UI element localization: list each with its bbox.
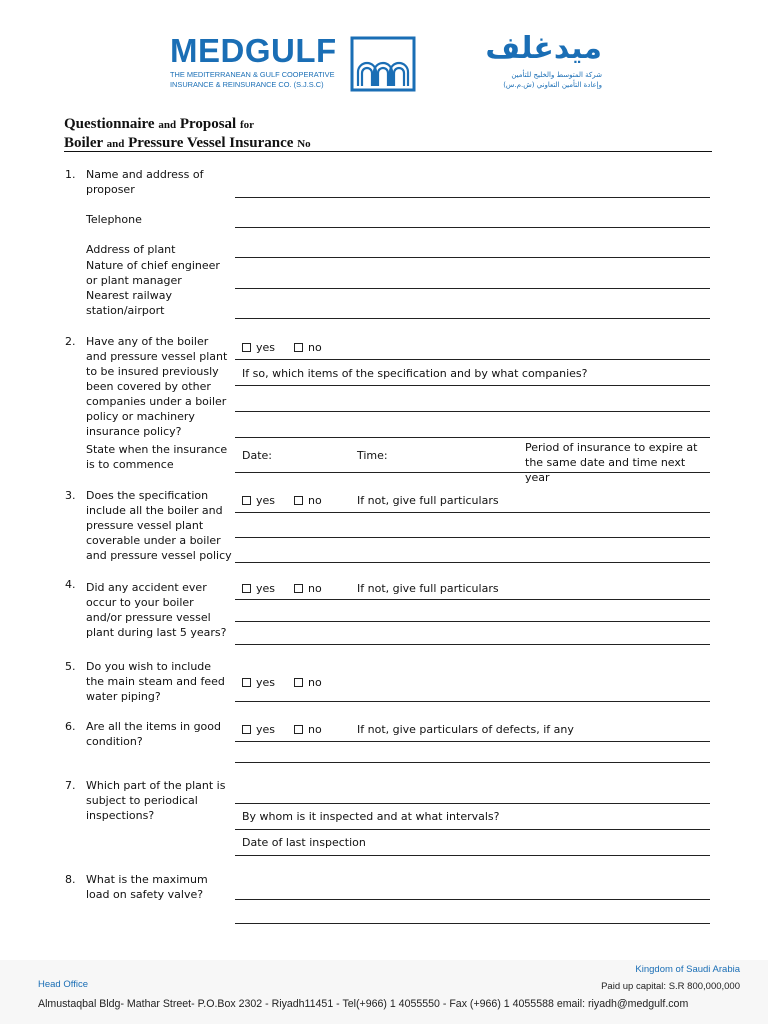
q7-inspected-by-field[interactable]: [235, 829, 710, 830]
q4-no-option[interactable]: [294, 581, 322, 596]
q4-followup-label: If not, give full particulars: [357, 582, 499, 595]
q3-answer-field[interactable]: [235, 512, 710, 513]
q1-telephone-field[interactable]: [235, 227, 710, 228]
q2-state-commence-label: State when the insurance is to commence: [86, 443, 228, 471]
title-word: Pressure Vessel Insurance: [128, 135, 294, 151]
q4-particulars-field[interactable]: [235, 644, 710, 645]
no-label: no: [308, 582, 322, 595]
yes-label: yes: [256, 723, 276, 736]
q2-followup-field[interactable]: [235, 411, 710, 412]
question-number: 7.: [65, 779, 76, 792]
checkbox-icon: [242, 496, 251, 505]
question-number: 8.: [65, 873, 76, 886]
q4-question: Did any accident ever occur to your boiler and/or pressure vessel plant during last 5 years?: [86, 581, 227, 639]
q5-answer-field[interactable]: [235, 701, 710, 702]
logo-subtitle-line-2: INSURANCE & REINSURANCE CO. (S.J.S.C): [170, 80, 324, 89]
q2-question: Have any of the boiler and pressure vessel plant to be insured previously been covered by other companies under a boiler policy or machinery insurance policy?: [86, 335, 228, 438]
q5-question: Do you wish to include the main steam and feed water piping?: [86, 660, 225, 703]
no-label: no: [308, 341, 322, 354]
question-number: 2.: [65, 335, 76, 348]
question-number: 6.: [65, 720, 76, 733]
q4-yes-option[interactable]: [242, 581, 275, 596]
q6-yes-option[interactable]: [242, 722, 275, 737]
q3-yes-option[interactable]: [242, 493, 275, 508]
q2-answer-field[interactable]: [235, 359, 710, 360]
q6-answer-field[interactable]: [235, 741, 710, 742]
title-word: and: [106, 138, 125, 150]
checkbox-icon: [294, 725, 303, 734]
logo-arches-icon: [350, 36, 416, 92]
checkbox-icon: [294, 678, 303, 687]
q6-followup-label: If not, give particulars of defects, if any: [357, 723, 574, 736]
logo-arabic-subtitle-line-2: وإعادة التأمين التعاوني (ش.م.س): [503, 81, 602, 89]
q1-chief-engineer-field[interactable]: [235, 288, 710, 289]
q7-answer-field[interactable]: [235, 803, 710, 804]
q3-particulars-field[interactable]: [235, 562, 710, 563]
q6-defects-field[interactable]: [235, 762, 710, 763]
q5-yes-option[interactable]: [242, 675, 275, 690]
q2-yes-option[interactable]: [242, 340, 275, 355]
q2-no-option[interactable]: [294, 340, 322, 355]
logo-arabic-subtitle: [426, 70, 602, 90]
yes-label: yes: [256, 341, 276, 354]
question-number: 3.: [65, 489, 76, 502]
q2-time-label: Time:: [357, 449, 388, 462]
q3-particulars-field[interactable]: [235, 537, 710, 538]
checkbox-icon: [242, 725, 251, 734]
q3-followup-label: If not, give full particulars: [357, 494, 499, 507]
page-title-line-2: [64, 136, 311, 151]
checkbox-icon: [294, 496, 303, 505]
q7-inspected-by-label: By whom is it inspected and at what intervals?: [242, 810, 500, 823]
q2-date-label: Date:: [242, 449, 272, 462]
q4-answer-field[interactable]: [235, 599, 710, 600]
yes-label: yes: [256, 676, 276, 689]
footer-capital: Paid up capital: S.R 800,000,000: [601, 981, 740, 992]
q1-plant-address-label: Address of plant: [86, 243, 176, 256]
page-title-line-1: [64, 117, 254, 132]
yes-label: yes: [256, 494, 276, 507]
footer-address: Almustaqbal Bldg- Mathar Street- P.O.Box 2302 - Riyadh11451 - Tel(+966) 1 4055550 - Fax (+966) 1 4055588 email: riyadh@medgulf.com: [38, 998, 689, 1010]
q6-no-option[interactable]: [294, 722, 322, 737]
q2-followup-field[interactable]: [235, 385, 710, 386]
checkbox-icon: [242, 584, 251, 593]
q1-telephone-label: Telephone: [86, 213, 142, 226]
checkbox-icon: [242, 678, 251, 687]
no-label: no: [308, 494, 322, 507]
q7-question: Which part of the plant is subject to periodical inspections?: [86, 779, 226, 822]
q4-particulars-field[interactable]: [235, 621, 710, 622]
title-divider: [64, 151, 712, 152]
q8-question: What is the maximum load on safety valve?: [86, 873, 208, 901]
checkbox-icon: [294, 343, 303, 352]
q1-plant-address-field[interactable]: [235, 257, 710, 258]
title-word: Proposal: [179, 116, 237, 132]
logo-arabic-subtitle-line-1: شركة المتوسط والخليج للتأمين: [511, 71, 602, 79]
title-word: for: [239, 119, 255, 131]
q5-no-option[interactable]: [294, 675, 322, 690]
q1-chief-engineer-label: Nature of chief engineer or plant manager: [86, 259, 220, 287]
q7-last-inspection-field[interactable]: [235, 855, 710, 856]
question-number: 4.: [65, 578, 76, 591]
q7-last-inspection-label: Date of last inspection: [242, 836, 366, 849]
q3-no-option[interactable]: [294, 493, 322, 508]
title-word: Boiler: [64, 135, 103, 151]
q3-question: Does the specification include all the boiler and pressure vessel plant coverable under a boiler and pressure vessel policy: [86, 489, 232, 562]
q2-followup-label: If so, which items of the specification and by what companies?: [242, 367, 588, 380]
q2-date-time-field[interactable]: [235, 472, 710, 473]
yes-label: yes: [256, 582, 276, 595]
q8-answer-field[interactable]: [235, 923, 710, 924]
q1-name-address-field[interactable]: [235, 197, 710, 198]
footer-kingdom: Kingdom of Saudi Arabia: [635, 964, 740, 975]
q2-period-label: Period of insurance to expire at the same date and time next year: [525, 441, 698, 484]
q6-question: Are all the items in good condition?: [86, 720, 221, 748]
q1-railway-field[interactable]: [235, 318, 710, 319]
logo-arabic-wordmark: ميدغلف: [485, 31, 602, 66]
question-number: 5.: [65, 660, 76, 673]
q8-answer-field[interactable]: [235, 899, 710, 900]
title-word: Questionnaire: [64, 116, 155, 132]
question-number: 1.: [65, 168, 76, 181]
title-word: No: [297, 138, 311, 150]
title-word: and: [158, 119, 177, 131]
footer-head-office: Head Office: [38, 979, 88, 990]
logo-subtitle: [170, 70, 348, 90]
checkbox-icon: [294, 584, 303, 593]
q1-railway-label: Nearest railway station/airport: [86, 289, 172, 317]
logo-wordmark: MEDGULF: [170, 32, 337, 69]
checkbox-icon: [242, 343, 251, 352]
q2-followup-field[interactable]: [235, 437, 710, 438]
no-label: no: [308, 723, 322, 736]
logo-subtitle-line-1: THE MEDITERRANEAN & GULF COOPERATIVE: [170, 70, 335, 79]
no-label: no: [308, 676, 322, 689]
q1-name-address-label: Name and address of proposer: [86, 168, 204, 196]
